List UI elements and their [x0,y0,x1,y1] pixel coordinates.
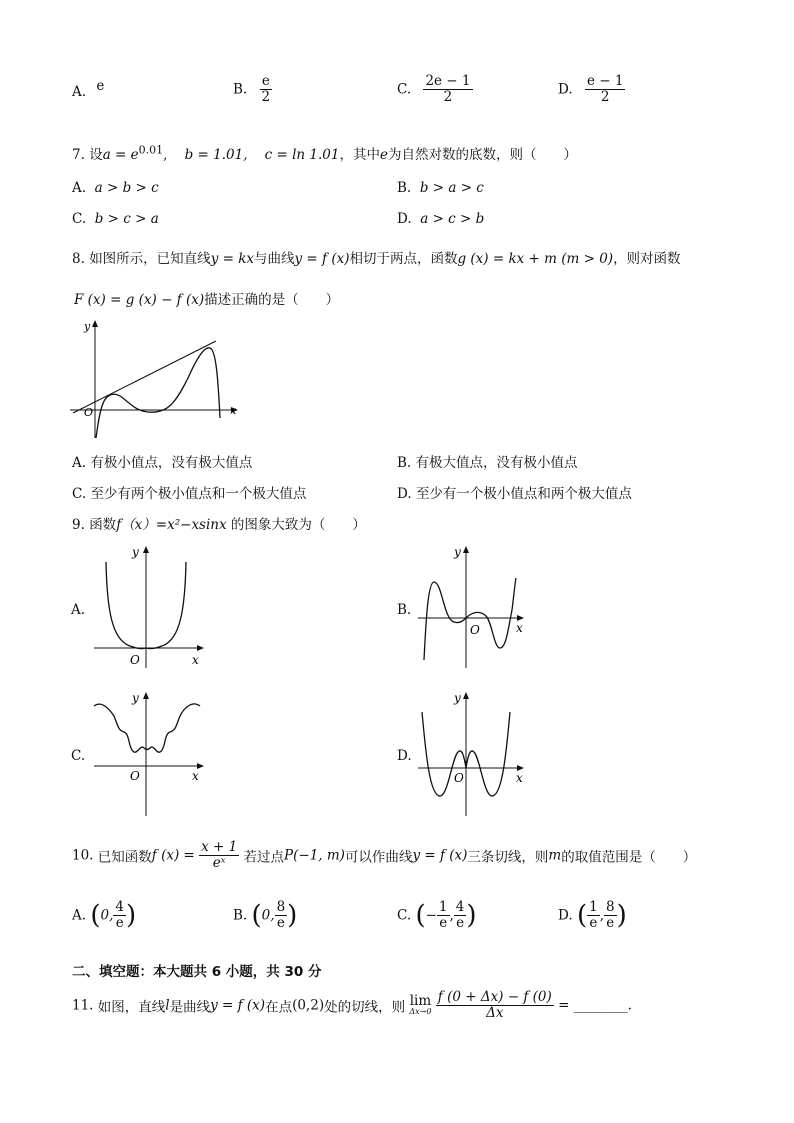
q9-option-d-label: D. [397,748,412,764]
q8-line2-text: 描述正确的是（ ） [204,292,340,308]
q7-prefix: 设 [89,147,103,163]
q9-stem-f: f（x）=x²−xsinx [116,517,227,533]
q6-option-d-numerator: e − 1 [586,73,624,89]
q8-line1-eq3: g (x) = kx + m (m > 0) [457,251,614,267]
q10-option-a-left: 0, [100,907,114,924]
q10-option-c: C. (− $\frac{1}{e}$ , $\frac{4}{e}$ ) [397,899,477,931]
q8-number: 8. [72,251,85,267]
q8-option-d-label: D. [397,486,412,502]
q10-option-d-denominator2: e [606,914,615,931]
q11-frac-denominator: Δx [486,1004,504,1021]
q9-a-origin: O [130,653,140,667]
q6-option-a [72,78,105,100]
q11-lim-text: lim [409,992,432,1009]
q10-f-numerator: x + 1 [201,839,238,855]
q10-option-c-fraction1 [437,900,450,931]
q10-number: 10. [72,847,94,864]
q11-stem-c: 在点 [265,999,293,1016]
q11-stem-b: 是曲线 [169,999,211,1016]
q9-a-axis-y: y [132,545,139,559]
q9-d-axis-y: y [454,691,461,705]
q7-option-d [397,211,484,227]
q9-option-c-label: C. [71,748,86,764]
q7-option-d-label: D. [397,211,412,227]
q9-c-origin: O [130,769,140,783]
q11-stem-d: 处的切线，则 [324,999,406,1016]
q6-option-c-numerator: 2e − 1 [425,73,471,89]
q6-option-c [397,74,473,105]
q8-option-d-text: 至少有一个极小值点和两个极大值点 [415,486,632,502]
q9-c-axis-y: y [132,691,139,705]
q6-option-b-numerator: e [260,74,273,90]
q8-stem-line2 [74,288,339,308]
q9-graph-a [90,540,210,670]
q11-limit [409,992,432,1017]
q10-option-a-fraction [113,900,126,931]
q10-option-c-fraction2 [454,900,467,931]
q9-d-origin: O [454,771,464,785]
q8-option-c [72,482,306,502]
q9-d-axis-x: x [516,771,523,785]
q7-a-expr: a = e [102,147,139,163]
q7-stem: 7. 设$a = e^{0.01}$, b = 1.01, c = ln 1.01，其中e为自然对数的底数，则（ ） [72,143,577,163]
q10-option-b-label: B. [233,907,248,924]
q7-option-d-text: a > c > b [420,211,485,227]
q8-line1-c: 相切于两点，函数 [349,251,458,267]
q10-option-d-label: D. [558,907,573,924]
q10-stem-c: 可以作曲线 [344,849,413,866]
q7-e-symbol: e [379,147,388,163]
q6-option-a-label: A. [72,84,87,100]
q10-option-c-denominator2: e [456,914,465,931]
q10-point: P(−1, m) [284,847,345,864]
q8-option-d [397,482,632,502]
q9-b-axis-x: x [516,621,523,635]
q9-b-axis-y: y [454,545,461,559]
q11-difference-quotient [436,990,554,1021]
q6-option-c-fraction [423,74,472,105]
q6-option-b [233,74,272,105]
q8-option-a-label: A. [72,455,87,471]
q11-stem [72,990,632,1021]
q10-option-b: B. (0, $\frac{8}{e}$ ) [233,899,298,931]
q7-option-a-label: A. [72,180,87,196]
q10-stem-e: 的取值范围是（ ） [561,849,697,866]
q8-axis-y-label: y [84,320,91,333]
q8-line1-eq2: y = f (x) [294,251,350,267]
q9-stem-b: 的图象大致为（ ） [230,517,366,533]
q11-stem-a: 如图，直线 [97,999,166,1016]
q7-option-b-text: b > a > c [419,180,484,196]
q8-option-b-text: 有极大值点，没有极小值点 [415,455,578,471]
q11-point: (0,2) [292,997,325,1014]
q8-line2-eq: F (x) = g (x) − f (x) [74,292,205,308]
q6-option-d-denominator: 2 [600,88,610,105]
q9-b-origin: O [470,623,480,637]
q6-option-d-fraction [585,74,625,105]
q10-option-d-numerator1: 1 [589,899,598,915]
q7-option-a [72,180,159,196]
q11-number: 11. [72,997,94,1014]
q8-option-b [397,451,578,471]
q8-option-c-label: C. [72,486,87,502]
q7-option-b [397,180,484,196]
q8-option-c-text: 至少有两个极小值点和一个极大值点 [90,486,307,502]
q7-option-b-label: B. [397,180,412,196]
q10-option-c-numerator1: 1 [438,899,448,915]
q10-option-a-numerator: 4 [115,899,124,915]
q10-curve: y = f (x) [412,847,468,864]
q6-option-a-text: e [96,78,105,94]
q9-option-b-label: B. [397,602,412,618]
q11-lim-subscript: Δx→0 [409,1007,432,1017]
q7-option-a-text: a > b > c [94,180,159,196]
q8-line1-eq1: y = kx [210,251,255,267]
q9-graph-c [90,686,210,818]
q10-option-c-numerator2: 4 [455,899,465,915]
q9-graph-b [414,540,534,670]
q9-option-a-label: A. [71,602,86,618]
q11-l-symbol: l [165,997,170,1014]
q6-option-c-label: C. [397,81,412,98]
q7-suffix: ，其中 [339,147,380,163]
q10-option-d-fraction1 [587,900,600,931]
q10-stem-d: 三条切线，则 [467,849,549,866]
q8-figure [68,318,244,442]
q8-option-a [72,451,252,471]
q10-f-denominator: eˣ [212,854,226,871]
q10-option-a-label: A. [72,907,87,924]
q8-line1-a: 如图所示，已知直线 [89,251,211,267]
q10-option-b-fraction [275,900,288,931]
q10-option-b-left: 0, [261,907,275,924]
q7-suffix2: 为自然对数的底数，则（ ） [387,147,577,163]
q11-tail: = ________. [558,997,632,1014]
q8-line1-d: ，则对函数 [613,251,681,267]
q8-axis-x-label: x [230,404,237,417]
q8-stem-line1 [72,247,681,267]
q8-option-b-label: B. [397,455,412,471]
q9-stem-a: 函数 [89,517,117,533]
q11-frac-numerator: f (0 + Δx) − f (0) [437,989,552,1005]
q7-a-exponent: 0.01 [138,143,164,157]
q6-option-b-label: B. [233,81,248,98]
q10-option-d-denominator1: e [589,914,598,931]
q6-option-c-denominator: 2 [443,88,453,105]
q10-stem-a: 已知函数 [97,849,152,866]
q7-option-c [72,211,159,227]
q8-origin-label: O [84,406,94,419]
q9-a-axis-x: x [192,653,199,667]
q7-number: 7. [72,147,85,163]
q6-option-b-denominator: 2 [261,88,271,105]
q9-c-axis-x: x [192,769,199,783]
q10-m-symbol: m [548,847,562,864]
q10-stem-b: 若过点 [243,849,285,866]
section2-title: 二、填空题：本大题共 6 小题，共 30 分 [72,964,322,980]
q10-option-d-fraction2 [604,900,617,931]
q10-option-a-denominator: e [115,914,124,931]
q10-option-c-label: C. [397,907,412,924]
q7-option-c-text: b > c > a [94,211,159,227]
q10-option-a: A. (0, $\frac{4}{e}$ ) [72,899,137,931]
q6-option-d [558,74,625,105]
q7-c-expr: c = ln 1.01 [264,147,340,163]
q8-option-a-text: 有极小值点，没有极大值点 [90,455,253,471]
q9-stem [72,513,366,533]
q10-f-fraction [199,840,239,871]
q10-option-b-numerator: 8 [276,899,286,915]
q10-f-lhs: f (x) = [151,847,195,864]
q10-option-b-denominator: e [276,914,285,931]
q7-option-c-label: C. [72,211,87,227]
q9-graph-d [414,686,534,818]
q10-option-d: D. ( $\frac{1}{e}$ , $\frac{8}{e}$ ) [558,899,627,931]
q6-option-d-label: D. [558,81,573,98]
q10-option-d-numerator2: 8 [605,899,615,915]
q9-number: 9. [72,517,85,533]
q11-curve: y = f (x) [210,997,266,1014]
q7-b-expr: b = 1.01, [184,147,248,163]
q10-option-c-denominator1: e [439,914,448,931]
q6-option-b-fraction [260,74,273,105]
q10-stem [72,840,696,871]
q8-line1-b: 与曲线 [254,251,295,267]
